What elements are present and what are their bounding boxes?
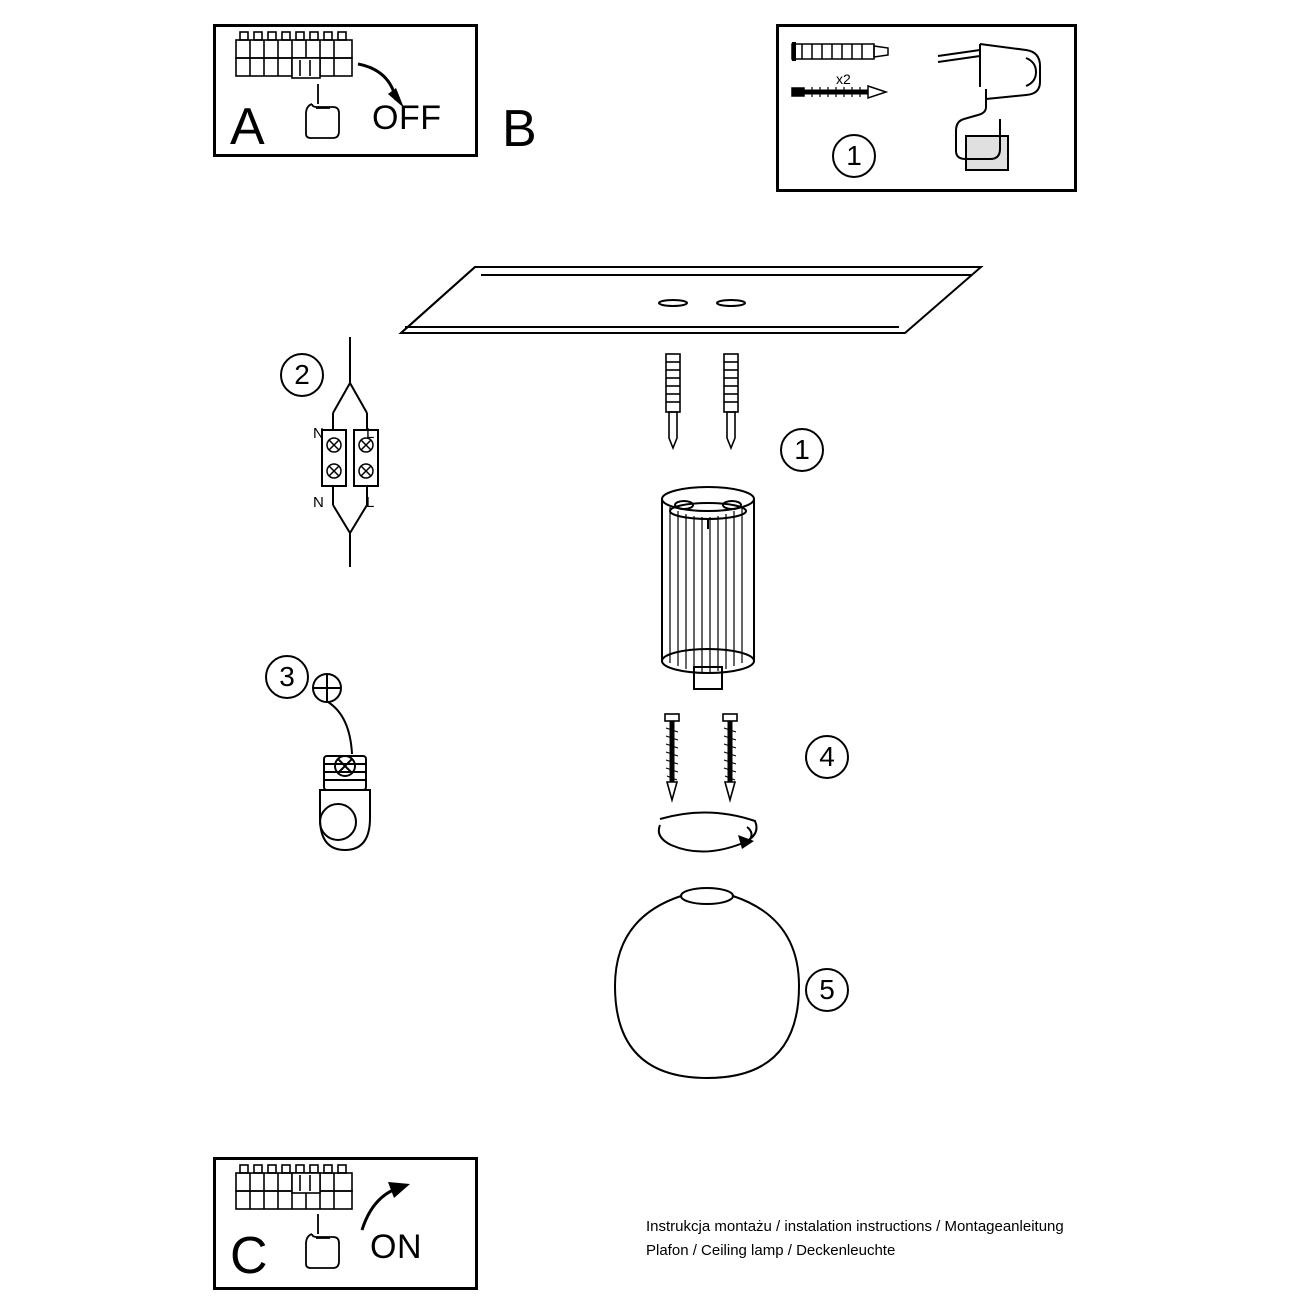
step-3-marker: [265, 655, 309, 699]
footer-line-1: Instrukcja montażu / instalation instructions / Montageanleitung: [646, 1218, 1064, 1235]
step-2-number: 2: [294, 359, 310, 390]
step-4-number: 4: [819, 741, 835, 772]
panel-b-letter: B: [502, 100, 537, 158]
footer-line-2: Plafon / Ceiling lamp / Deckenleuchte: [646, 1242, 896, 1259]
step-5-marker: [805, 968, 849, 1012]
step-4-marker: [805, 735, 849, 779]
step-5-number: 5: [819, 974, 835, 1005]
globe-shade: [600, 880, 815, 1080]
step-1-number: 1: [794, 434, 810, 465]
panel-a-state-label: OFF: [372, 99, 442, 137]
screw-icon: [790, 82, 902, 102]
parts-box-step-number-label: 1: [846, 140, 862, 171]
drill-icon: [930, 40, 1060, 180]
parts-box-step-number: [832, 134, 876, 178]
terminal-label-l-bottom: L: [366, 494, 375, 511]
parts-quantity-label: x2: [836, 71, 851, 87]
step-1-marker: [780, 428, 824, 472]
panel-c-letter: C: [230, 1227, 268, 1285]
bulb-holder-icon: [300, 698, 388, 858]
terminal-label-l-top: L: [366, 425, 375, 442]
panel-c-state-label: ON: [370, 1228, 422, 1266]
step-3-number: 3: [279, 661, 295, 692]
panel-a-hand-icon: [296, 78, 358, 142]
terminal-block-diagram: [305, 335, 395, 570]
lamp-screw-left: [660, 712, 686, 804]
footer-text: [646, 1215, 1166, 1263]
ceiling-plate: [395, 255, 995, 345]
ceiling-anchor-left: [660, 352, 686, 452]
lamp-body: [648, 483, 768, 698]
lamp-screw-right: [718, 712, 744, 804]
rotate-arrow-icon: [650, 805, 765, 861]
wall-plug-icon: [790, 38, 902, 66]
ceiling-anchor-right: [718, 352, 744, 452]
panel-a-letter: A: [230, 98, 265, 156]
panel-c-hand-icon: [296, 1208, 358, 1272]
terminal-label-n-top: N: [313, 425, 324, 442]
terminal-label-n-bottom: N: [313, 494, 324, 511]
